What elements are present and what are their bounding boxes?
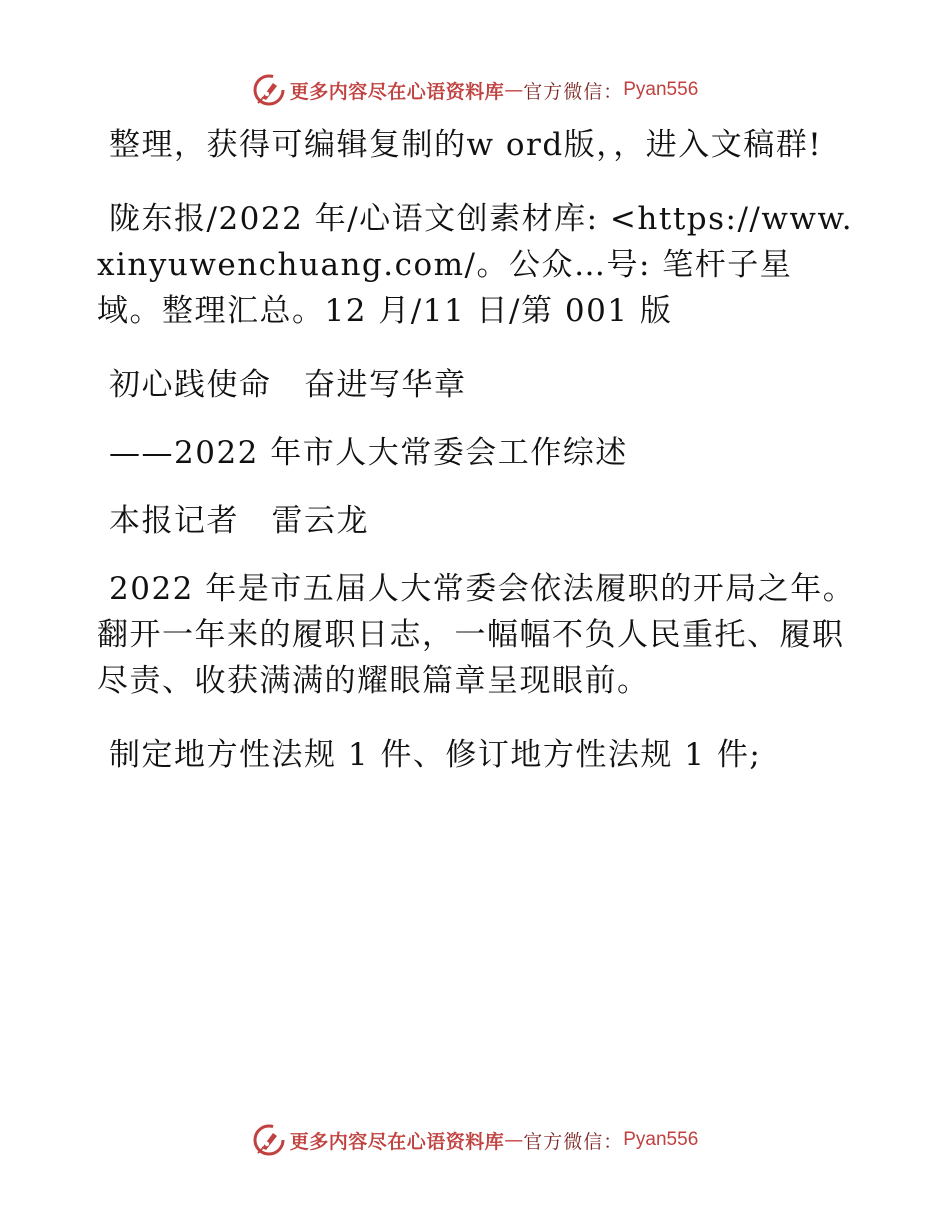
paragraph-intro: 整理，获得可编辑复制的w ord版，，进入文稿群! (109, 127, 823, 163)
watermark-wechat-id: Pyan556 (623, 1129, 699, 1150)
watermark-separator: — (504, 1129, 524, 1151)
watermark-header (0, 70, 950, 110)
paragraph-legislation: 制定地方性法规 1 件、修订地方性法规 1 件; (109, 737, 762, 773)
pen-nib-logo-icon (252, 73, 286, 107)
article-title: 初心践使命 奋进写华章 (109, 367, 467, 403)
article-byline: 本报记者 雷云龙 (109, 503, 369, 539)
watermark-wechat-id: Pyan556 (623, 79, 699, 100)
watermark-footer (0, 1120, 950, 1160)
watermark-wechat-label: 官方微信： (523, 80, 624, 103)
paragraph-lead: 2022 年是市五届人大常委会依法履职的开局之年。翻开一年来的履职日志，一幅幅不负人民重托、履职尽责、收获满满的耀眼篇章呈现眼前。 (97, 571, 856, 699)
watermark-main-text: 更多内容尽在心语资料库 (289, 1130, 505, 1153)
watermark-main-text: 更多内容尽在心语资料库 (289, 80, 505, 103)
paragraph-source: 陇东报/2022 年/心语文创素材库: <https://www.xinyuwenchuang.com/。公众…号: 笔杆子星域。整理汇总。12 月/11 日/第 001 版 (97, 201, 854, 329)
article-subtitle: ——2022 年市人大常委会工作综述 (109, 435, 628, 471)
watermark-separator: — (504, 79, 524, 101)
watermark-wechat-label: 官方微信： (523, 1130, 624, 1153)
document-body (97, 122, 857, 806)
pen-nib-logo-icon (252, 1123, 286, 1157)
